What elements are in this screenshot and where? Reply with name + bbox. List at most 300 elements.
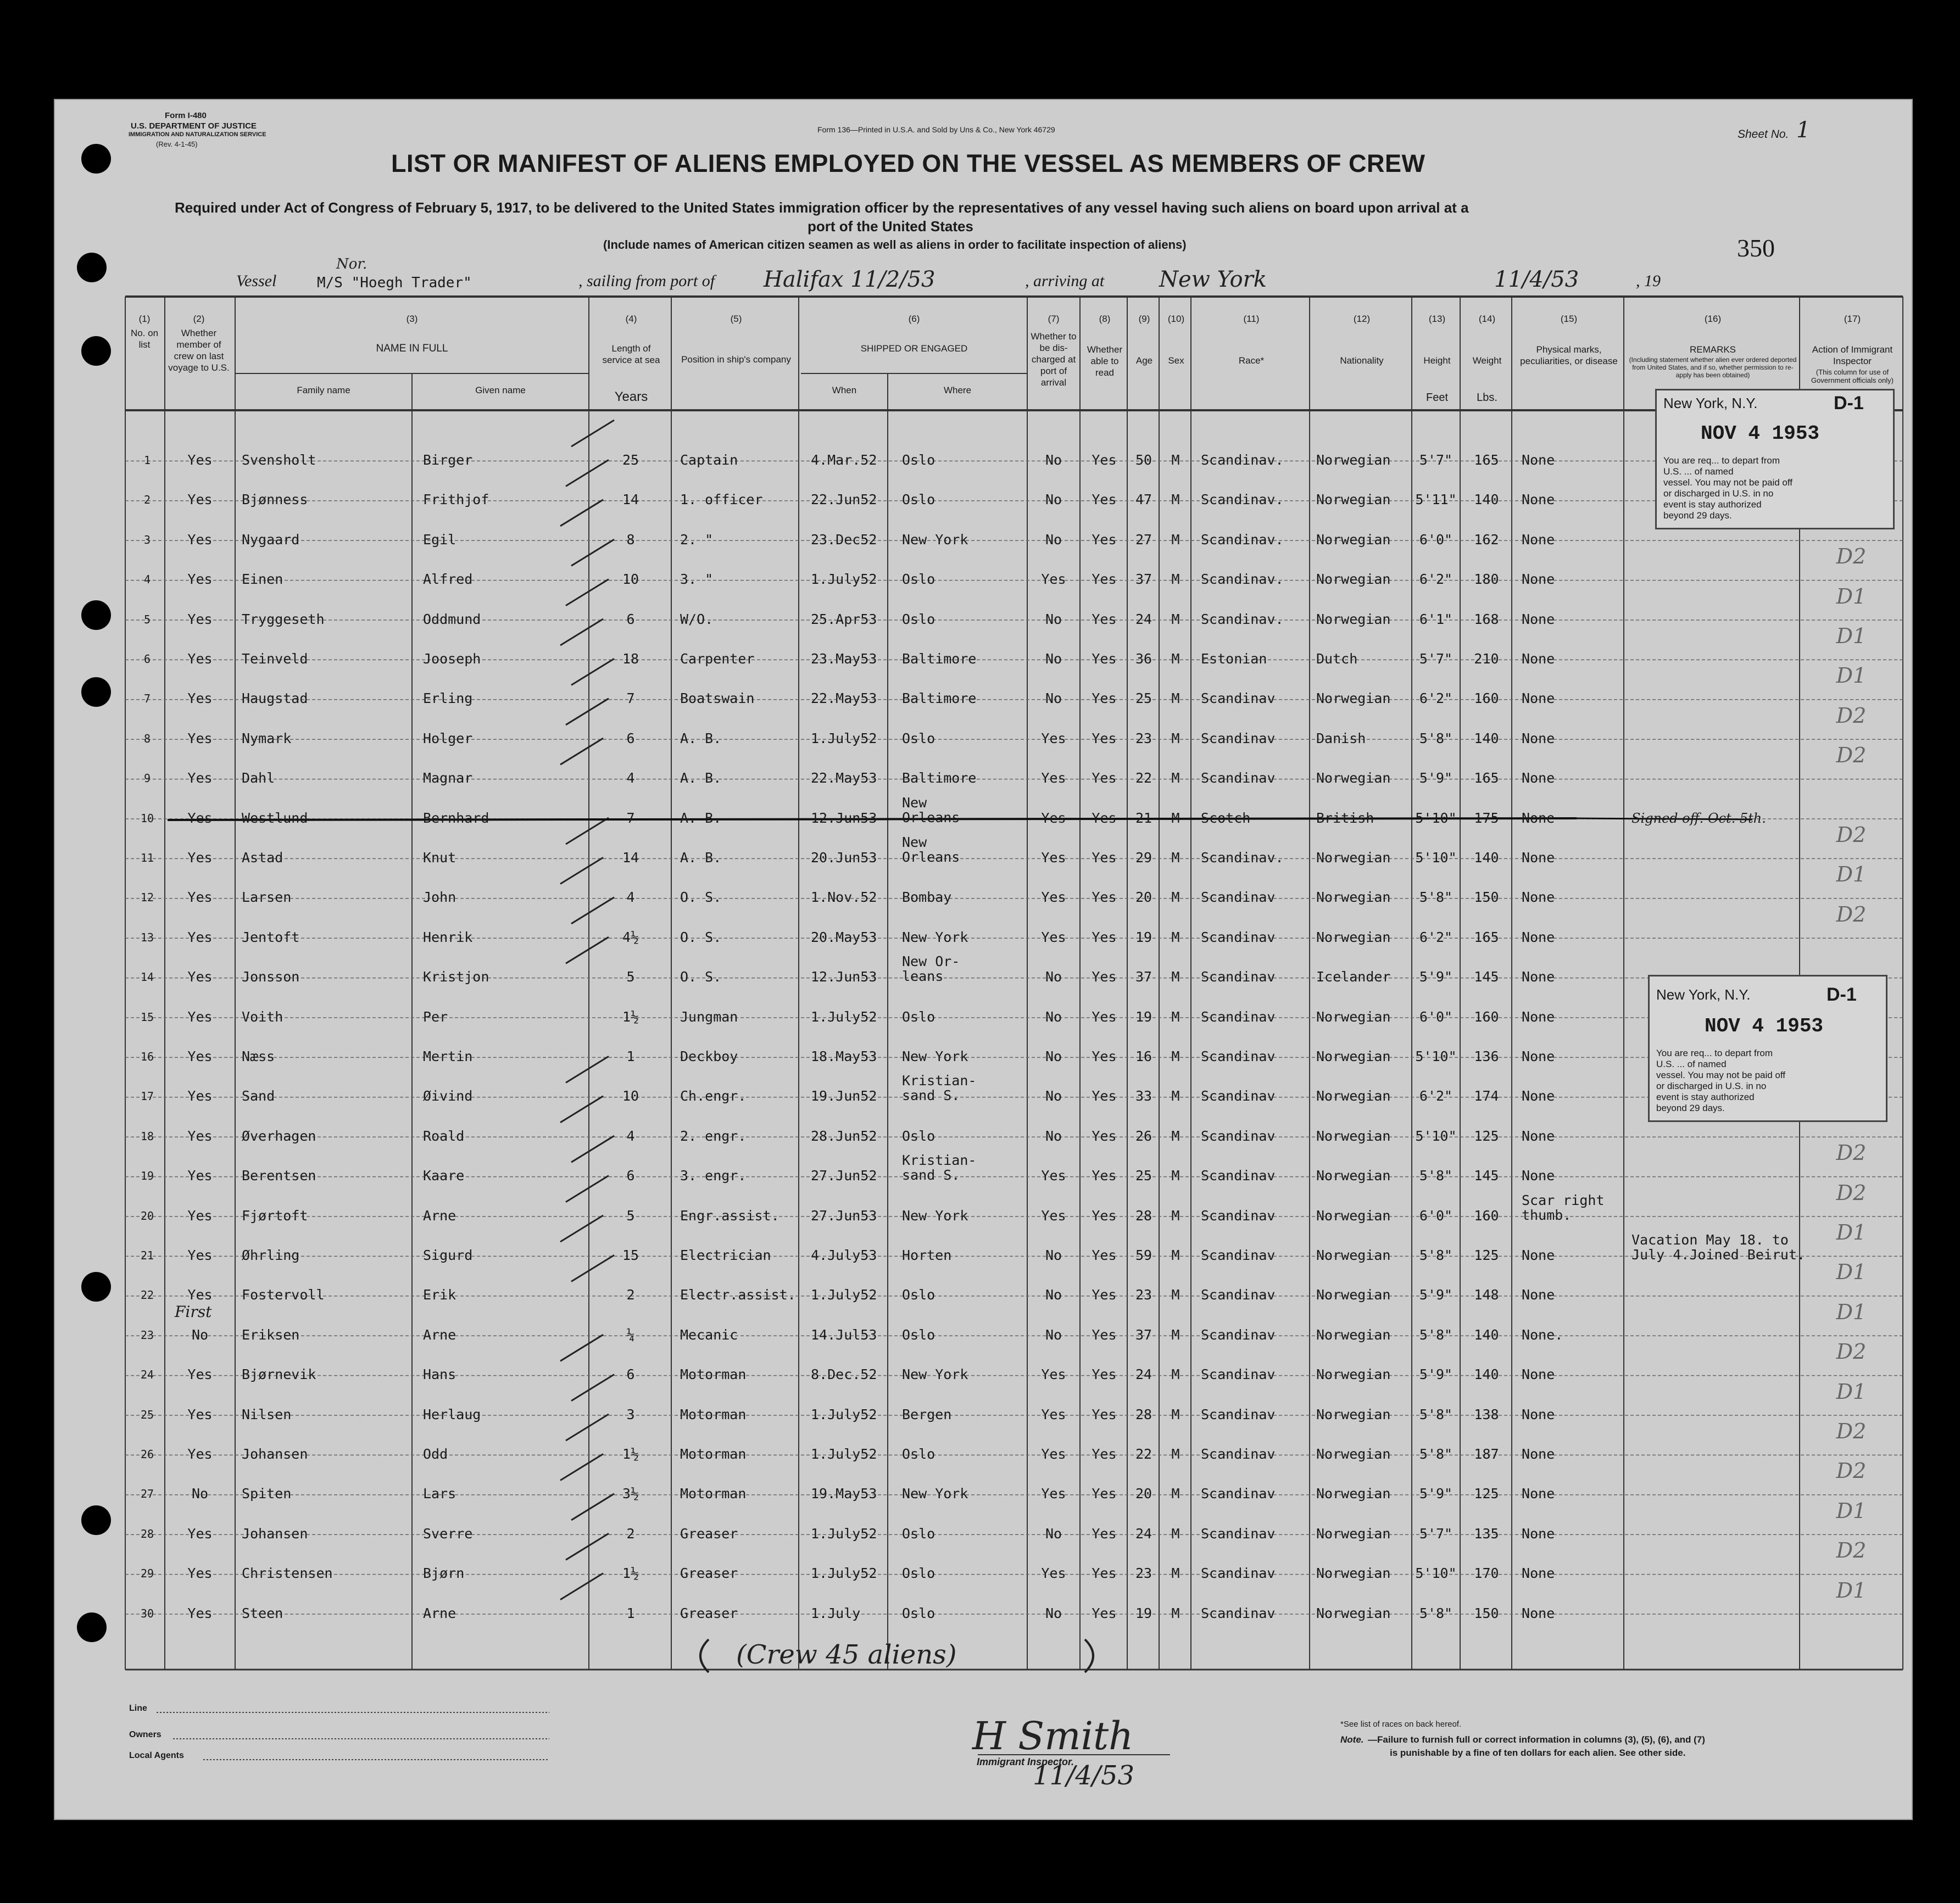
shipped-when: 22.May53 <box>811 770 877 786</box>
shipped-where: New York <box>902 1048 968 1064</box>
sheet-label: Sheet No. <box>1738 128 1789 141</box>
able-to-read: Yes <box>1092 452 1117 468</box>
nationality: Norwegian <box>1316 1525 1391 1542</box>
given-name: Sigurd <box>423 1247 473 1263</box>
row-number: 28 <box>140 1527 154 1541</box>
row-number: 21 <box>140 1249 154 1262</box>
col6-title: SHIPPED OR ENGAGED <box>860 343 968 354</box>
age: 37 <box>1135 571 1152 588</box>
stamp-text: U.S. ... of named <box>1656 1059 1727 1069</box>
subtitle-1: Required under Act of Congress of February 5, 1917, to be delivered to the United States immigration officer by the representatives of any vessel having such aliens on board upon arrival at a <box>175 199 1469 216</box>
weight: 187 <box>1474 1446 1499 1462</box>
weight: 138 <box>1474 1406 1499 1422</box>
discharged: Yes <box>1041 1406 1066 1422</box>
row-number: 4 <box>143 573 151 587</box>
family-name: Haugstad <box>242 690 308 707</box>
given-name: Øivind <box>423 1088 473 1104</box>
row-number: 18 <box>140 1129 154 1143</box>
shipped-where: Baltimore <box>902 651 977 667</box>
nationality: Icelander <box>1316 969 1391 985</box>
col16-number: (16) <box>1704 314 1722 324</box>
given-name: Mertin <box>423 1048 473 1064</box>
sex: M <box>1171 611 1180 627</box>
race: Estonian <box>1201 651 1267 667</box>
stamp-code: D-1 <box>1834 393 1864 414</box>
given-name: Egil <box>423 531 456 548</box>
nationality: Norwegian <box>1316 492 1391 508</box>
row-number: 12 <box>140 891 154 905</box>
year-label: , 19 <box>1636 272 1661 290</box>
manifest-number: 350 <box>1737 234 1775 262</box>
height: 5'8" <box>1419 1605 1453 1621</box>
physical-marks: None <box>1522 452 1555 468</box>
last-voyage: Yes <box>187 651 213 667</box>
race: Scandinav <box>1201 730 1276 746</box>
family-name: Astad <box>242 850 283 866</box>
arrival-date: 11/4/53 <box>1494 267 1579 292</box>
nationality: Norwegian <box>1316 1128 1391 1144</box>
shipped-when: 12.Jun53 <box>811 969 877 985</box>
given-name: Holger <box>423 730 473 746</box>
physical-marks: None <box>1522 770 1555 786</box>
note-line-1: —Failure to furnish full or correct information in columns (3), (5), (6), and (7) <box>1368 1734 1705 1745</box>
height: 5'7" <box>1419 651 1453 667</box>
inspector-action: D1 <box>1836 663 1867 688</box>
weight: 125 <box>1474 1247 1499 1263</box>
col14-title: Weight <box>1472 355 1502 366</box>
nationality: Danish <box>1316 730 1366 746</box>
nationality: Norwegian <box>1316 571 1391 588</box>
crew-note: (Crew 45 aliens) <box>736 1639 957 1670</box>
row-number: 20 <box>140 1209 154 1223</box>
race: Scandinav <box>1201 969 1276 985</box>
arriving-at: New York <box>1159 267 1267 292</box>
age: 33 <box>1135 1088 1152 1104</box>
discharged: No <box>1045 1287 1062 1303</box>
shipped-where: Baltimore <box>902 770 977 786</box>
given-name: Bjørn <box>423 1565 465 1582</box>
family-name: Jentoft <box>242 929 300 945</box>
row-number: 3 <box>143 533 151 546</box>
shipped-where: Oslo <box>902 452 936 468</box>
col10-title: Sex <box>1168 355 1184 366</box>
stamp-text: vessel. You may not be paid off <box>1663 477 1793 488</box>
col6-when: When <box>832 385 857 395</box>
row-number: 2 <box>143 493 151 507</box>
age: 25 <box>1135 1168 1152 1184</box>
physical-marks: None <box>1522 810 1555 826</box>
able-to-read: Yes <box>1092 1008 1117 1025</box>
shipped-where: Oslo <box>902 1605 936 1621</box>
inspector-action: D1 <box>1836 862 1867 887</box>
shipped-when: 25.Apr53 <box>811 611 877 627</box>
height: 6'0" <box>1419 1207 1453 1224</box>
shipped-where: New York <box>902 1486 968 1502</box>
weight: 150 <box>1474 1605 1499 1621</box>
inspector-signature: H Smith <box>972 1714 1134 1759</box>
family-name: Einen <box>242 571 283 588</box>
weight: 210 <box>1474 651 1499 667</box>
height: 5'8" <box>1419 1406 1453 1422</box>
check-mark <box>560 857 603 884</box>
physical-marks: None <box>1522 1525 1555 1542</box>
weight: 160 <box>1474 1207 1499 1224</box>
last-voyage: Yes <box>187 1565 213 1582</box>
age: 22 <box>1135 770 1152 786</box>
weight: 140 <box>1474 730 1499 746</box>
height: 5'7" <box>1419 452 1453 468</box>
years-at-sea: 2 <box>626 1525 635 1542</box>
sex: M <box>1171 770 1180 786</box>
shipped-when: 4.Mar.52 <box>811 452 877 468</box>
last-voyage: Yes <box>187 1287 213 1303</box>
shipped-when: 1.Nov.52 <box>811 889 877 906</box>
discharged: No <box>1045 1605 1062 1621</box>
physical-marks: None <box>1522 1287 1555 1303</box>
given-name: Hans <box>423 1366 456 1383</box>
nationality: Norwegian <box>1316 611 1391 627</box>
position: Greaser <box>680 1605 738 1621</box>
position: Motorman <box>680 1486 747 1502</box>
discharged: Yes <box>1041 850 1066 866</box>
inspector-action: D2 <box>1836 902 1867 927</box>
height: 5'10" <box>1415 1048 1457 1064</box>
inspector-action: D2 <box>1836 544 1867 569</box>
stamp-text: event is stay authorized <box>1663 499 1762 510</box>
age: 27 <box>1135 531 1152 548</box>
col13-unit: Feet <box>1426 392 1449 404</box>
physical-marks: Scar right <box>1522 1192 1605 1208</box>
physical-marks: None <box>1522 1565 1555 1582</box>
height: 6'2" <box>1419 690 1453 707</box>
last-voyage-note: First <box>175 1302 212 1321</box>
position: Mecanic <box>680 1326 738 1343</box>
discharged: No <box>1045 651 1062 667</box>
inspector-action: D2 <box>1836 703 1867 728</box>
col14-number: (14) <box>1478 314 1496 324</box>
weight: 145 <box>1474 1168 1499 1184</box>
col7-title: Whether to be dis-charged at port of arrival <box>1031 331 1077 388</box>
physical-marks: None <box>1522 531 1555 548</box>
age: 16 <box>1135 1048 1152 1064</box>
given-name: Alfred <box>423 571 473 588</box>
col8-number: (8) <box>1099 314 1111 324</box>
shipped-where: Bombay <box>902 889 952 906</box>
years-at-sea: 5 <box>626 969 635 985</box>
physical-marks: None <box>1522 611 1555 627</box>
shipped-when: 23.Dec52 <box>811 531 877 548</box>
weight: 145 <box>1474 969 1499 985</box>
race: Scandinav <box>1201 690 1276 707</box>
age: 28 <box>1135 1406 1152 1422</box>
nationality: Dutch <box>1316 651 1358 667</box>
last-voyage: Yes <box>187 1247 213 1263</box>
last-voyage: Yes <box>187 1605 213 1621</box>
position: Motorman <box>680 1366 747 1383</box>
shipped-when: 19.Jun52 <box>811 1088 877 1104</box>
physical-marks: None <box>1522 690 1555 707</box>
shipped-when: 4.July53 <box>811 1247 877 1263</box>
arriving-label: , arriving at <box>1025 272 1105 290</box>
years-at-sea: 6 <box>626 1168 635 1184</box>
years-at-sea: 10 <box>622 571 639 588</box>
physical-marks: None <box>1522 651 1555 667</box>
shipped-when: 12.Jun53 <box>811 810 877 826</box>
nationality: Norwegian <box>1316 889 1391 906</box>
line-label: Line <box>129 1704 147 1713</box>
able-to-read: Yes <box>1092 1406 1117 1422</box>
given-name: Jooseph <box>423 651 481 667</box>
inspection-stamp <box>1655 389 1895 529</box>
physical-marks: None <box>1522 571 1555 588</box>
able-to-read: Yes <box>1092 492 1117 508</box>
col17-number: (17) <box>1844 314 1861 324</box>
position: 3. engr. <box>680 1168 747 1184</box>
physical-marks: None <box>1522 1605 1555 1621</box>
shipped-when: 1.July52 <box>811 1008 877 1025</box>
position: Carpenter <box>680 651 755 667</box>
stamp-text: vessel. You may not be paid off <box>1656 1070 1786 1080</box>
position: Captain <box>680 452 738 468</box>
row-number: 15 <box>140 1010 154 1024</box>
position: Motorman <box>680 1446 747 1462</box>
sheet-number: 1 <box>1796 118 1811 143</box>
height: 5'8" <box>1419 889 1453 906</box>
sex: M <box>1171 1207 1180 1224</box>
last-voyage: Yes <box>187 1008 213 1025</box>
years-at-sea: 14 <box>622 492 639 508</box>
race-note: *See list of races on back hereof. <box>1340 1720 1462 1729</box>
col16-subtitle: (Including statement whether alien ever ordered deported from United States, and if so, whether permission to re-apply has been obtained) <box>1629 356 1797 379</box>
years-at-sea: 3½ <box>622 1486 639 1502</box>
height: 5'10" <box>1415 1128 1457 1144</box>
given-name: Magnar <box>423 770 473 786</box>
shipped-where: Horten <box>902 1247 952 1263</box>
years-at-sea: 2 <box>626 1287 635 1303</box>
stamp-text: You are req... to depart from <box>1656 1048 1773 1058</box>
age: 37 <box>1135 969 1152 985</box>
able-to-read: Yes <box>1092 1366 1117 1383</box>
sex: M <box>1171 1366 1180 1383</box>
inspector-action: D1 <box>1836 1220 1867 1245</box>
sex: M <box>1171 1406 1180 1422</box>
row-number: 29 <box>140 1567 154 1581</box>
years-at-sea: 4 <box>626 889 635 906</box>
age: 22 <box>1135 1446 1152 1462</box>
shipped-when: 27.Jun52 <box>811 1168 877 1184</box>
sex: M <box>1171 1287 1180 1303</box>
form-number: Form I-480 <box>165 111 207 120</box>
shipped-when: 1.July52 <box>811 571 877 588</box>
family-name: Spiten <box>242 1486 292 1502</box>
able-to-read: Yes <box>1092 1247 1117 1263</box>
check-mark <box>560 1215 603 1242</box>
shipped-where: Oslo <box>902 611 936 627</box>
inspector-action: D1 <box>1836 584 1867 609</box>
given-name: Bernhard <box>423 810 489 826</box>
sex: M <box>1171 492 1180 508</box>
discharged: Yes <box>1041 1565 1066 1582</box>
given-name: Knut <box>423 850 456 866</box>
shipped-when: 1.July52 <box>811 730 877 746</box>
able-to-read: Yes <box>1092 1446 1117 1462</box>
race: Scandinav. <box>1201 531 1284 548</box>
years-at-sea: 25 <box>622 452 639 468</box>
shipped-when: 23.May53 <box>811 651 877 667</box>
height: 5'9" <box>1419 1366 1453 1383</box>
discharged: Yes <box>1041 1168 1066 1184</box>
given-name: Oddmund <box>423 611 481 627</box>
sailing-from: Halifax 11/2/53 <box>764 267 936 292</box>
printer-line: Form 136—Printed in U.S.A. and Sold by Uns & Co., New York 46729 <box>817 125 1055 134</box>
inspector-action: D2 <box>1836 1459 1867 1483</box>
page-title: LIST OR MANIFEST OF ALIENS EMPLOYED ON THE VESSEL AS MEMBERS OF CREW <box>391 149 1426 177</box>
physical-marks: None <box>1522 1446 1555 1462</box>
discharged: No <box>1045 611 1062 627</box>
last-voyage: No <box>191 1326 209 1343</box>
weight: 125 <box>1474 1128 1499 1144</box>
row-number: 26 <box>140 1448 154 1461</box>
last-voyage: Yes <box>187 929 213 945</box>
nationality: Norwegian <box>1316 452 1391 468</box>
stamp-text: U.S. ... of named <box>1663 466 1734 477</box>
position: A. B. <box>680 730 722 746</box>
physical-marks: None <box>1522 969 1555 985</box>
family-name: Eriksen <box>242 1326 300 1343</box>
note-line-2: is punishable by a fine of ten dollars for each alien. See other side. <box>1390 1748 1686 1758</box>
discharged: No <box>1045 1326 1062 1343</box>
height: 5'11" <box>1415 492 1457 508</box>
col16-title: REMARKS <box>1689 344 1736 355</box>
discharged: No <box>1045 1008 1062 1025</box>
shipped-where-line2: sand S. <box>902 1087 960 1104</box>
family-name: Svensholt <box>242 452 316 468</box>
col3-family: Family name <box>297 385 350 395</box>
col12-title: Nationality <box>1340 355 1384 366</box>
inspector-action: D1 <box>1836 1299 1867 1324</box>
shipped-where-line2: sand S. <box>902 1167 960 1184</box>
given-name: Birger <box>423 452 473 468</box>
col1-title: No. on list <box>130 328 159 350</box>
able-to-read: Yes <box>1092 929 1117 945</box>
check-mark <box>560 500 603 526</box>
age: 24 <box>1135 611 1152 627</box>
weight: 135 <box>1474 1525 1499 1542</box>
shipped-where: New <box>902 794 927 811</box>
position: O. S. <box>680 929 722 945</box>
nationality: Norwegian <box>1316 1088 1391 1104</box>
shipped-when: 1.July52 <box>811 1525 877 1542</box>
inspector-label: Immigrant Inspector. <box>977 1756 1074 1767</box>
position: Electr.assist. <box>680 1287 796 1303</box>
inspector-action: D2 <box>1836 743 1867 768</box>
weight: 160 <box>1474 1008 1499 1025</box>
inspector-action: D1 <box>1836 1260 1867 1285</box>
physical-marks: None <box>1522 1128 1555 1144</box>
subtitle-3: (Include names of American citizen seamen as well as aliens in order to facilitate inspection of aliens) <box>603 238 1187 252</box>
col9-number: (9) <box>1138 314 1150 324</box>
able-to-read: Yes <box>1092 1168 1117 1184</box>
last-voyage: Yes <box>187 1168 213 1184</box>
shipped-when: 1.July52 <box>811 1287 877 1303</box>
position: O. S. <box>680 969 722 985</box>
physical-marks: None <box>1522 1486 1555 1502</box>
col5-title: Position in ship's company <box>681 354 791 365</box>
race: Scandinav <box>1201 1446 1276 1462</box>
discharged: No <box>1045 1088 1062 1104</box>
last-voyage: Yes <box>187 1128 213 1144</box>
stamp-date: NOV 4 1953 <box>1705 1015 1824 1037</box>
last-voyage: Yes <box>187 1406 213 1422</box>
last-voyage: Yes <box>187 810 213 826</box>
weight: 148 <box>1474 1287 1499 1303</box>
physical-marks: None <box>1522 850 1555 866</box>
nationality: Norwegian <box>1316 1247 1391 1263</box>
height: 5'8" <box>1419 1247 1453 1263</box>
shipped-where: New <box>902 834 927 850</box>
weight: 168 <box>1474 611 1499 627</box>
col6-where: Where <box>943 385 972 395</box>
col3-given: Given name <box>475 385 526 395</box>
row-number: 24 <box>140 1368 154 1382</box>
stamp-text: You are req... to depart from <box>1663 455 1780 466</box>
discharged: Yes <box>1041 810 1066 826</box>
family-name: Nygaard <box>242 531 300 548</box>
signature-date: 11/4/53 <box>1033 1760 1135 1791</box>
years-at-sea: 1½ <box>622 1446 639 1462</box>
col17-subtitle: (This column for use of Government officials only) <box>1811 368 1894 384</box>
remarks-line2: July 4.Joined Beirut. <box>1632 1247 1806 1263</box>
family-name: Larsen <box>242 889 292 906</box>
family-name: Fostervoll <box>242 1287 325 1303</box>
physical-marks: None <box>1522 929 1555 945</box>
able-to-read: Yes <box>1092 1565 1117 1582</box>
check-mark <box>560 738 603 764</box>
shipped-where: New Or- <box>902 953 960 970</box>
row-number: 5 <box>143 612 151 626</box>
last-voyage: Yes <box>187 492 213 508</box>
physical-marks: None <box>1522 492 1555 508</box>
position: W/O. <box>680 611 714 627</box>
able-to-read: Yes <box>1092 1128 1117 1144</box>
given-name: Arne <box>423 1605 456 1621</box>
years-at-sea: 6 <box>626 611 635 627</box>
height: 5'8" <box>1419 1446 1453 1462</box>
nationality: Norwegian <box>1316 1168 1391 1184</box>
sex: M <box>1171 1605 1180 1621</box>
shipped-where: Oslo <box>902 571 936 588</box>
sex: M <box>1171 690 1180 707</box>
check-mark <box>560 1335 603 1361</box>
owners-label: Owners <box>129 1730 162 1739</box>
stamp-place: New York, N.Y. <box>1656 986 1751 1003</box>
race: Scandinav <box>1201 1128 1276 1144</box>
given-name: Kaare <box>423 1168 465 1184</box>
race: Scandinav <box>1201 1605 1276 1621</box>
nationality: British <box>1316 810 1374 826</box>
shipped-where: Oslo <box>902 730 936 746</box>
years-at-sea: 1½ <box>622 1008 639 1025</box>
height: 5'10" <box>1415 850 1457 866</box>
physical-marks: None <box>1522 889 1555 906</box>
physical-marks: None <box>1522 730 1555 746</box>
col7-number: (7) <box>1048 314 1060 324</box>
age: 21 <box>1135 810 1152 826</box>
sex: M <box>1171 730 1180 746</box>
position: A. B. <box>680 770 722 786</box>
revision: (Rev. 4-1-45) <box>156 140 198 148</box>
nationality: Norwegian <box>1316 1406 1391 1422</box>
